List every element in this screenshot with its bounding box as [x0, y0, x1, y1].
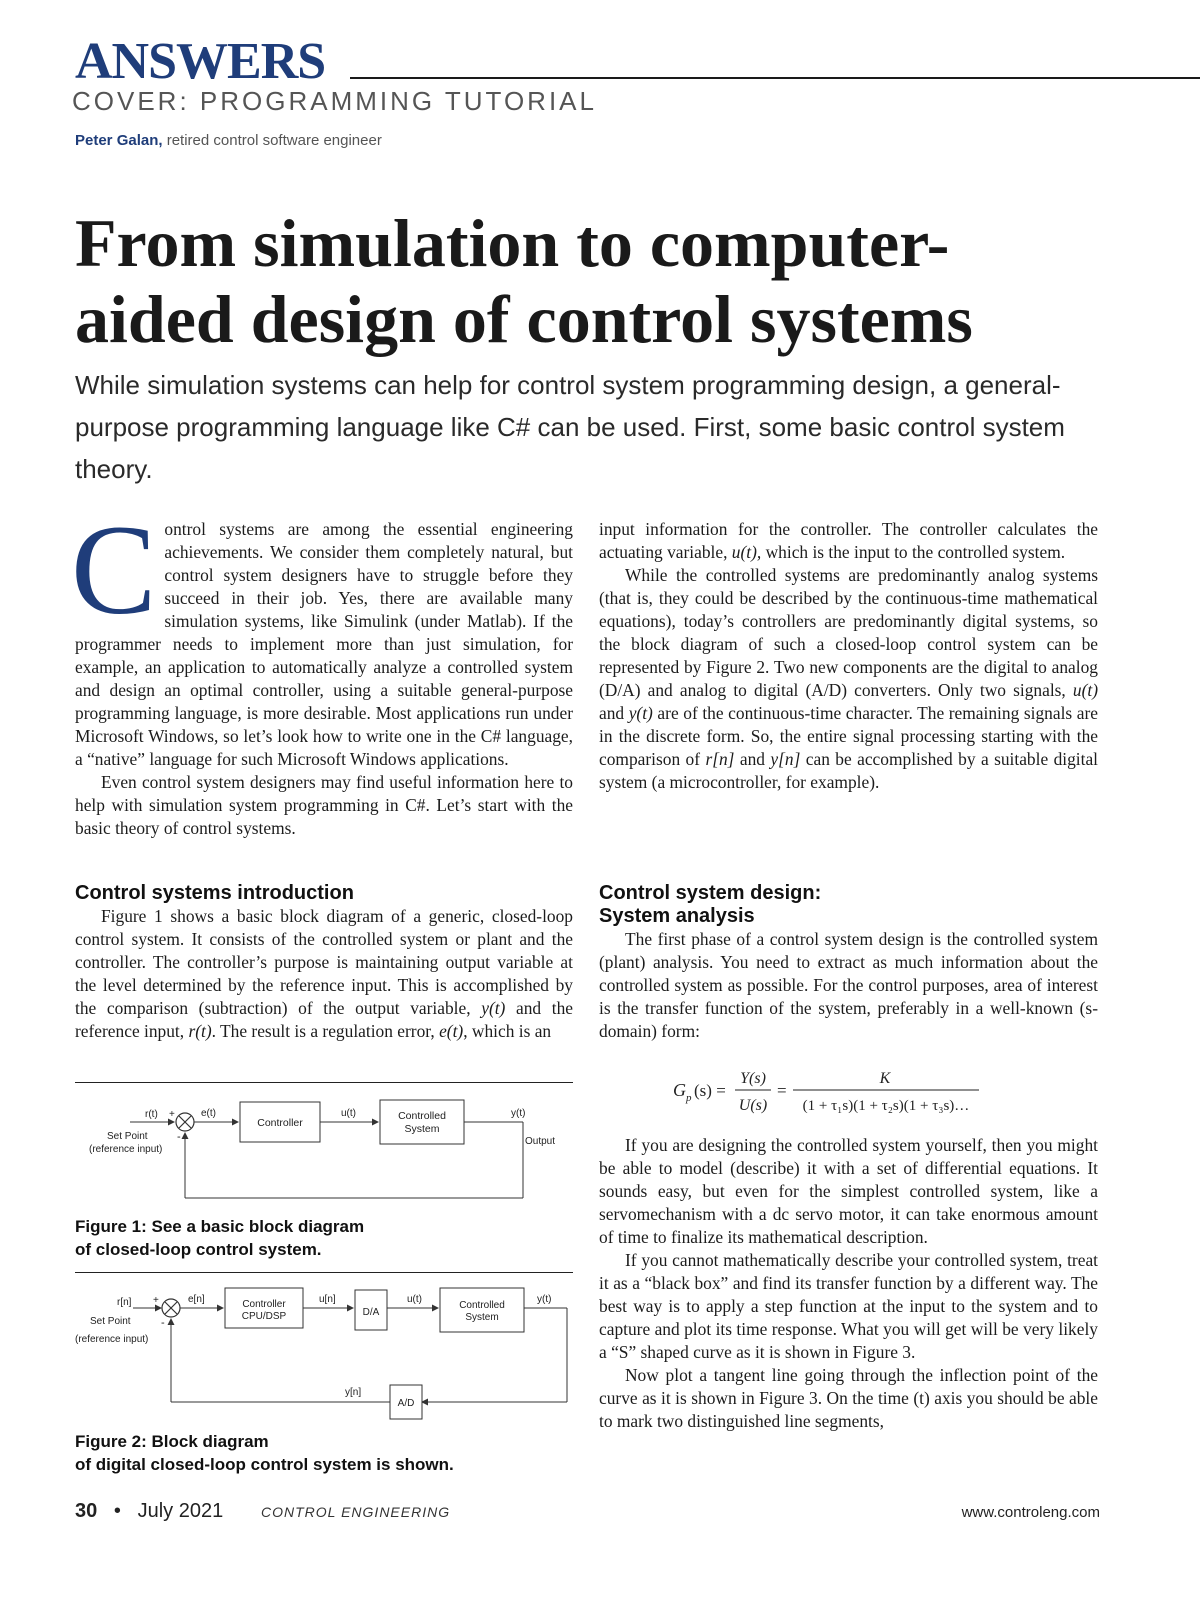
eq-den-2: (1 + τ₁s)(1 + τ₂s)(1 + τ₃s)…: [802, 1098, 970, 1114]
section-heading-1: Control systems introduction: [75, 882, 354, 904]
text-run: input information for the controller. The controller calculates the actuating variable,: [599, 519, 1098, 562]
figure-2-rule: [75, 1272, 573, 1273]
math-yt: y(t): [628, 703, 653, 723]
text-run: Figure 1 shows a basic block diagram of a generic, closed-loop control system. It consists of the controlled system or plant and the controller. The controller’s purpose is maintaining output variable at the level determined by the reference input. This is accomplished by the comparison (subtraction) of the output variable,: [75, 906, 573, 1018]
section-title: ANSWERS: [75, 33, 326, 90]
footer-page-info: [75, 1500, 223, 1523]
fig2-controller: Controller: [242, 1299, 286, 1310]
fig2-setpoint: Set Point: [90, 1316, 131, 1327]
fig1-y-label: y(t): [511, 1108, 526, 1119]
eq-num-1: Y(s): [740, 1070, 766, 1087]
figure-1-diagram: [75, 1090, 573, 1210]
intro-paragraph-2: Even control system designers may find useful information here to help with simulation system programming in C#. Let’s start with the basic theory of control systems.: [75, 772, 573, 838]
fig2-plant: Controlled: [459, 1300, 505, 1311]
fig2-yn-label: y[n]: [345, 1387, 362, 1398]
transfer-function-equation: [665, 1062, 995, 1124]
math-rt: r(t): [188, 1021, 212, 1041]
fig2-plant-sub: System: [465, 1312, 499, 1323]
fig2-ut-label: u(t): [407, 1294, 422, 1305]
fig2-setpoint-sub: (reference input): [75, 1334, 149, 1345]
fig2-r-label: r[n]: [117, 1297, 132, 1308]
headline: [75, 205, 1135, 357]
section-intro: [75, 882, 573, 1043]
text-run: . The result is a regulation error,: [211, 1021, 440, 1041]
footer-url[interactable]: www.controleng.com: [961, 1504, 1100, 1521]
headline-line-2: aided design of control systems: [75, 281, 973, 357]
eq-den-1: U(s): [738, 1097, 768, 1114]
figure-1-caption: [75, 1215, 364, 1261]
heading-line: System analysis: [599, 905, 755, 927]
caption-line: of digital closed-loop control system is shown.: [75, 1455, 454, 1474]
figure-2-caption: [75, 1430, 454, 1476]
fig1-e-label: e(t): [201, 1108, 216, 1119]
fig1-u-label: u(t): [341, 1108, 356, 1119]
section-2-paragraph-4: Now plot a tangent line going through the inflection point of the curve as it is shown in Figure 3. On the time (t) axis you should be able to mark two distinguished line segments,: [599, 1365, 1098, 1431]
right-column: [599, 518, 1098, 794]
fig2-plus: +: [153, 1295, 159, 1306]
eq-num-2: K: [879, 1070, 891, 1087]
fig1-setpoint-sub: (reference input): [89, 1144, 163, 1155]
math-ut: u(t): [1072, 680, 1098, 700]
page-number: 30: [75, 1500, 98, 1522]
fig1-plant-sub: System: [404, 1123, 440, 1135]
fig1-setpoint: Set Point: [107, 1131, 148, 1142]
magazine-name: CONTROL ENGINEERING: [261, 1504, 451, 1520]
math-et: e(t): [439, 1021, 464, 1041]
eq-arg: (s) =: [694, 1081, 726, 1100]
fig1-output: Output: [525, 1136, 556, 1147]
right-paragraph-1: [599, 518, 1098, 564]
heading-line: Control system design:: [599, 882, 822, 904]
footer-bullet: •: [113, 1500, 121, 1522]
fig2-da: D/A: [362, 1307, 380, 1318]
fig1-plant: Controlled: [398, 1110, 446, 1122]
header-rule: [350, 77, 1200, 79]
fig2-ad: A/D: [397, 1398, 415, 1409]
fig1-r-label: r(t): [145, 1109, 158, 1120]
figure-1-rule: [75, 1082, 573, 1083]
fig1-minus: -: [177, 1131, 181, 1143]
eq-lhs: G: [673, 1080, 686, 1100]
math-yt: y(t): [481, 998, 506, 1018]
issue-date: July 2021: [137, 1500, 224, 1522]
text-run: While the controlled systems are predominantly analog systems (that is, they could be described by the continuous-time mathematical equations), today’s controllers are predominantly digital systems, so the block diagram of such a closed-loop control system can be represented by Figure 2. Two new components are the digital to analog (D/A) and analog to digital (A/D) converters. Only two signals,: [599, 565, 1098, 700]
drop-cap: C: [71, 499, 157, 641]
fig2-controller-sub: CPU/DSP: [241, 1311, 287, 1322]
intro-paragraph-1-text: ontrol systems are among the essential engineering achievements. We consider them completely natural, but control system designers have to struggle before they succeed in their job. Yes, there are available many simulation systems, like Simulink (under Matlab). If the programmer needs to implement more than just simulation, for example, an application to automatically analyze a controlled system and design an optimal controller, using a suitable general-purpose programming language, is more desirable. Most applications run under Microsoft Windows, so let’s look how to write one in the C# language, a “native” language for such Microsoft Windows applications.: [75, 519, 573, 769]
math-ut: u(t),: [731, 542, 762, 562]
deck: While simulation systems can help for control system programming design, a general-purpose programming language like C# can be used. First, some basic control system theory.: [75, 370, 1065, 484]
section-subtitle: COVER: PROGRAMMING TUTORIAL: [72, 86, 597, 116]
section-heading-2: [599, 882, 1098, 928]
text-run: and the reference input,: [75, 998, 573, 1041]
caption-line: Figure 1: See a basic block diagram: [75, 1217, 365, 1236]
text-run: and: [599, 703, 629, 723]
text-run: and: [734, 749, 771, 769]
figure-2-diagram: [75, 1280, 573, 1430]
text-run: , which is an: [463, 1021, 552, 1041]
headline-line-1: From simulation to computer-: [75, 205, 950, 281]
fig2-minus: -: [161, 1317, 165, 1329]
section-2-paragraph-1: The first phase of a control system design is the controlled system (plant) analysis. You need to extract as much information about the controlled system as possible. For the control purposes, area of interest is the transfer function of the system, preferably in a well-known (s-domain) form:: [599, 929, 1098, 1041]
eq-lhs-sub: p: [686, 1092, 692, 1104]
text-run: which is the input to the controlled system.: [761, 542, 1066, 562]
section-design: [599, 882, 1098, 1043]
math-rn: r[n]: [705, 749, 735, 769]
fig2-un-label: u[n]: [319, 1294, 336, 1305]
byline: [75, 132, 382, 149]
section-2-paragraph-2: If you are designing the controlled system yourself, then you might be able to model (describe) it with a set of differential equations. It sounds easy, but even for the simplest controlled system, like a servomechanism with a dc servo motor, it can take enormous amount of time to finalize its mathematical description.: [599, 1135, 1098, 1247]
eq-equals: =: [777, 1081, 787, 1100]
left-column: [71, 499, 573, 840]
text-run: are of the continuous-time character. The remaining signals are in the discrete form. So, the entire signal processing starting with the comparison of: [599, 703, 1098, 769]
fig2-e-label: e[n]: [188, 1294, 205, 1305]
caption-line: of closed-loop control system.: [75, 1240, 322, 1259]
fig1-plus: +: [169, 1109, 175, 1120]
author-role: retired control software engineer: [166, 132, 382, 149]
intro-paragraph-1: [71, 499, 573, 771]
author-name: Peter Galan,: [75, 132, 163, 149]
section-2-paragraph-3: If you cannot mathematically describe your controlled system, treat it as a “black box” and find its transfer function by a different way. The best way is to apply a step function at the input to the system and to capture and plot its time response. What you will get will be very likely a “S” shaped curve as it is shown in Figure 3.: [599, 1250, 1098, 1362]
section-1-paragraph: [75, 905, 573, 1043]
math-yn: y[n]: [770, 749, 801, 769]
right-paragraph-2: [599, 564, 1098, 794]
text-run: can be accomplished by a suitable digital system (a microcontroller, for example).: [599, 749, 1099, 792]
fig1-controller: Controller: [257, 1117, 303, 1129]
caption-line: Figure 2: Block diagram: [75, 1432, 269, 1451]
section-design-continued: [599, 1134, 1098, 1433]
fig2-y-label: y(t): [537, 1294, 552, 1305]
